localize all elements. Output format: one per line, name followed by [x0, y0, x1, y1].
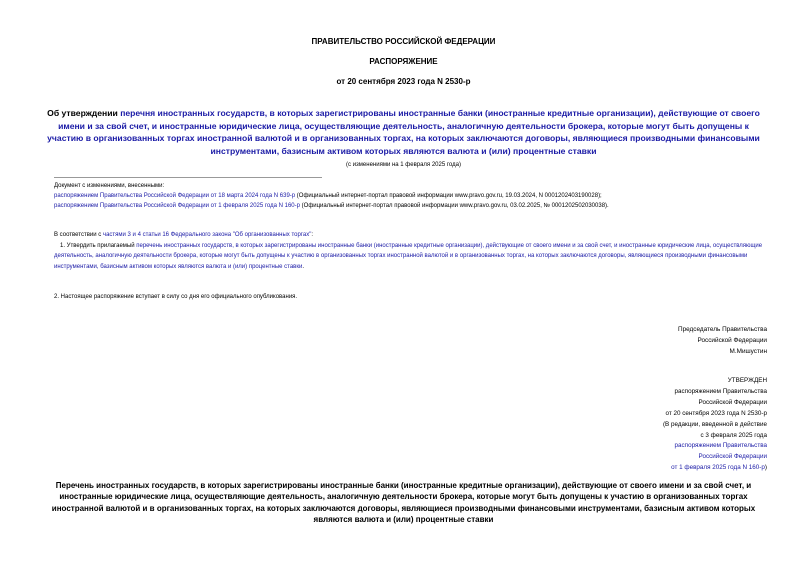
- paragraph-1: [54, 241, 767, 273]
- approval-block: [547, 376, 767, 474]
- approved-link-1[interactable]: распоряжением Правительства: [674, 442, 767, 450]
- signature-block: [678, 324, 767, 358]
- p1-list-link[interactable]: перечень иностранных государств, в которых зарегистрированы иностранные банки (иностранные кредитные организации), действующие от своего имени и за свой счет, и иностранные юридические лица, осуществляющие деятельность, аналогичную деятельности брокера, которые могут быть допущены к участию в организованных торгах иностранной валютой и в организованных торгах, на которых заключаются договоры, являющиеся производными финансовыми инструментами, базисным активом которых являются валюта и (или) процентные ставки: [54, 242, 763, 270]
- edition-note: (с изменениями на 1 февраля 2025 года): [346, 162, 461, 168]
- p1-suffix: .: [302, 263, 305, 270]
- signature-name: М.Мишустин: [729, 348, 767, 356]
- approved-link-3[interactable]: от 1 февраля 2025 года N 160-р: [671, 464, 765, 472]
- approved-close: ): [764, 464, 767, 472]
- change-link-2[interactable]: распоряжением Правительства Российской Федерации от 1 февраля 2025 года N 160-р: [54, 203, 300, 209]
- paragraph-2: 2. Настоящее распоряжение вступает в силу со дня его официального опубликования.: [54, 294, 298, 300]
- doc-type-heading: РАСПОРЯЖЕНИЕ: [369, 57, 438, 66]
- approved-link-2[interactable]: Российской Федерации: [698, 453, 767, 461]
- title-link[interactable]: перечня иностранных государств, в которых зарегистрированы иностранные банки (иностранные кредитные организации), действующие от своего имени и за свой счет, и иностранные юридические лица, осуществляющие деятельность, аналогичную деятельности брокера, которые могут быть допущены к участию в организованных торгах иностранной валютой и в организованных торгах, на которых заключаются договоры, являющиеся производными финансовыми инструментами, базисным активом которых являются валюта и (или) процентные ставки: [47, 108, 760, 156]
- intro-paragraph: [54, 230, 767, 241]
- body-text: [54, 230, 767, 272]
- government-heading: ПРАВИТЕЛЬСТВО РОССИЙСКОЙ ФЕДЕРАЦИИ: [311, 37, 496, 46]
- approved-date: от 20 сентября 2023 года N 2530-р: [665, 409, 767, 417]
- list-title: Перечень иностранных государств, в которых зарегистрированы иностранные банки (иностранные кредитные организации), действующие от своего имени и за свой счет, и иностранные юридические лица, осуществляющие деятельность, аналогичную деятельности брокера, которые могут быть допущены к участию в организованных торгах иностранной валютой и в организованных торгах, на которых заключаются договоры, являющиеся производными финансовыми инструментами, базисным активом которых являются валюта и (или) процентные ставки: [51, 481, 756, 524]
- p1-prefix: 1. Утвердить прилагаемый: [60, 242, 137, 249]
- title-prefix: Об утверждении: [47, 108, 121, 118]
- date-number-heading: от 20 сентября 2023 года N 2530-р: [336, 77, 471, 86]
- intro-suffix: :: [311, 232, 314, 238]
- document-title: [40, 107, 767, 157]
- approved-edition: (В редакции, введенной в действие: [662, 420, 767, 428]
- approved-effective: с 3 февраля 2025 года: [700, 431, 767, 439]
- separator-line: [54, 177, 322, 178]
- approved-country: Российской Федерации: [698, 398, 767, 406]
- intro-law-link[interactable]: частями 3 и 4 статьи 16 Федерального закона "Об организованных торгах": [102, 232, 312, 238]
- change-rest-1: (Официальный интернет-портал правовой информации www.pravo.gov.ru, 19.03.2024, N 0001202403190028);: [295, 193, 602, 199]
- change-item: [54, 201, 767, 211]
- approved-label: УТВЕРЖДЕН: [727, 377, 767, 384]
- intro-prefix: В соответствии с: [54, 232, 103, 238]
- change-rest-2: (Официальный интернет-портал правовой информации www.pravo.gov.ru, 03.02.2025, № 0001202502030038).: [299, 203, 609, 209]
- signature-position: Председатель Правительства: [678, 326, 767, 333]
- changes-block: [54, 181, 767, 211]
- change-item: [54, 191, 767, 201]
- changes-label: Документ с изменениями, внесенными:: [54, 183, 165, 189]
- signature-country: Российской Федерации: [697, 337, 767, 345]
- change-link-1[interactable]: распоряжением Правительства Российской Федерации от 18 марта 2024 года N 639-р: [54, 193, 296, 199]
- approved-by: распоряжением Правительства: [674, 387, 767, 395]
